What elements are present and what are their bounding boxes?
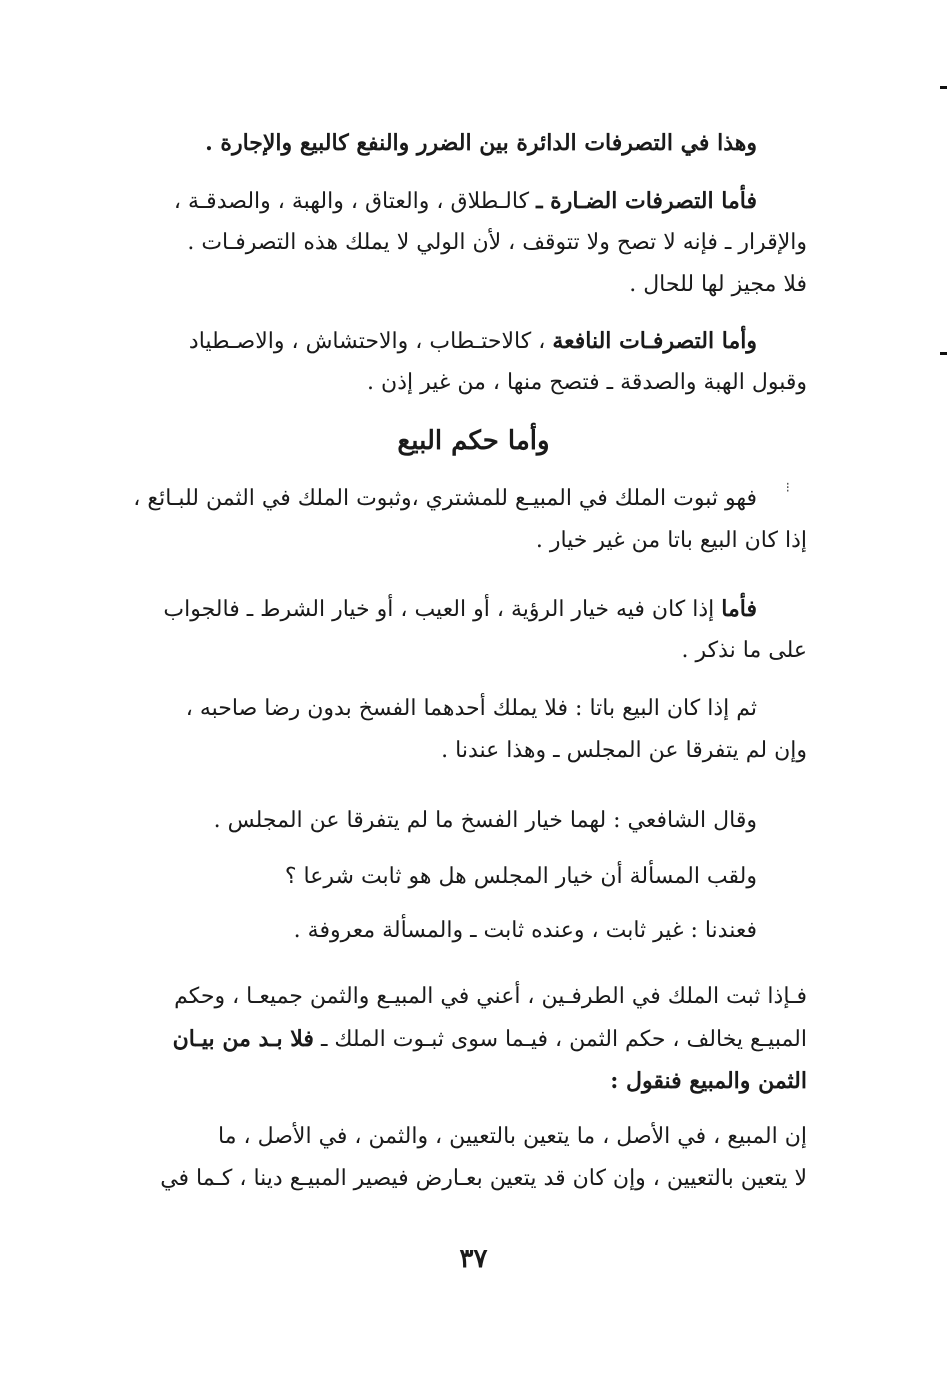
text-line: فـإذا ثبت الملك في الطرفـين ، أعني في المبيـع والثمن جميعـا ، وحكم (174, 984, 807, 1009)
text-line: والإقرار ـ فإنه لا تصح ولا تتوقف ، لأن الولي لا يملك هذه التصرفـات . (187, 230, 807, 255)
text-line: فعندنا : غير ثابت ، وعنده ثابت ـ والمسألة معروفة . (293, 918, 757, 943)
text-bold: فلا بـد من بيـان (172, 1026, 314, 1052)
text-line: وقال الشافعي : لهما خيار الفسخ ما لم يتفرقا عن المجلس . (213, 808, 757, 833)
edge-mark-top (940, 86, 947, 89)
text-line: فلا مجيز لها للحال . (629, 272, 807, 297)
text-line: إذا كان البيع باتا من غير خيار . (535, 528, 807, 553)
text-span: المبيـع يخالف ، حكم الثمن ، فيـما سوى ثبـوت الملك ـ (313, 1027, 807, 1052)
text-span: إذا كان فيه خيار الرؤية ، أو العيب ، أو خيار الشرط ـ فالجواب (163, 597, 722, 622)
text-bold: فأما (721, 596, 757, 622)
page-number: ٣٧ (459, 1244, 488, 1274)
text-line: وهذا في التصرفات الدائرة بين الضرر والنفع كالبيع والإجارة . (205, 130, 757, 156)
text-line (189, 326, 757, 357)
margin-tick: ⁝ (785, 480, 790, 496)
section-heading: وأما حكم البيع (397, 426, 550, 456)
text-line: وإن لم يتفرقا عن المجلس ـ وهذا عندنا . (441, 738, 807, 763)
text-span: كالـطلاق ، والعتاق ، والهبة ، والصدقـة ، (173, 189, 537, 214)
text-line (173, 1024, 807, 1055)
text-line (174, 186, 757, 217)
text-line: فهو ثبوت الملك في المبيـع للمشتري ،وثبوت الملك في الثمن للبـائع ، (133, 486, 757, 511)
text-line: إن المبيع ، في الأصل ، ما يتعين بالتعيين ، والثمن ، في الأصل ، ما (218, 1124, 807, 1149)
text-line: لا يتعين بالتعيين ، وإن كان قد يتعين بعـارض فيصير المبيـع دينا ، كـما في (160, 1166, 807, 1191)
edge-mark-middle (940, 352, 947, 355)
text-line: على ما نذكر . (681, 638, 807, 663)
text-line: الثمن والمبيع فنقول : (610, 1068, 807, 1094)
text-line (163, 594, 757, 625)
text-line: وقبول الهبة والصدقة ـ فتصح منها ، من غير إذن . (367, 370, 807, 395)
text-bold: فأما التصرفات الضـارة ـ (536, 188, 757, 214)
text-line: ولقب المسألة أن خيار المجلس هل هو ثابت شرعا ؟ (284, 864, 757, 889)
text-line: ثم إذا كان البيع باتا : فلا يملك أحدهما الفسخ بدون رضا صاحبه ، (185, 696, 757, 721)
text-span: ، كالاحتـطاب ، والاحتشاش ، والاصـطياد (188, 329, 553, 354)
text-bold: وأما التصرفـات النافعة (552, 328, 757, 354)
